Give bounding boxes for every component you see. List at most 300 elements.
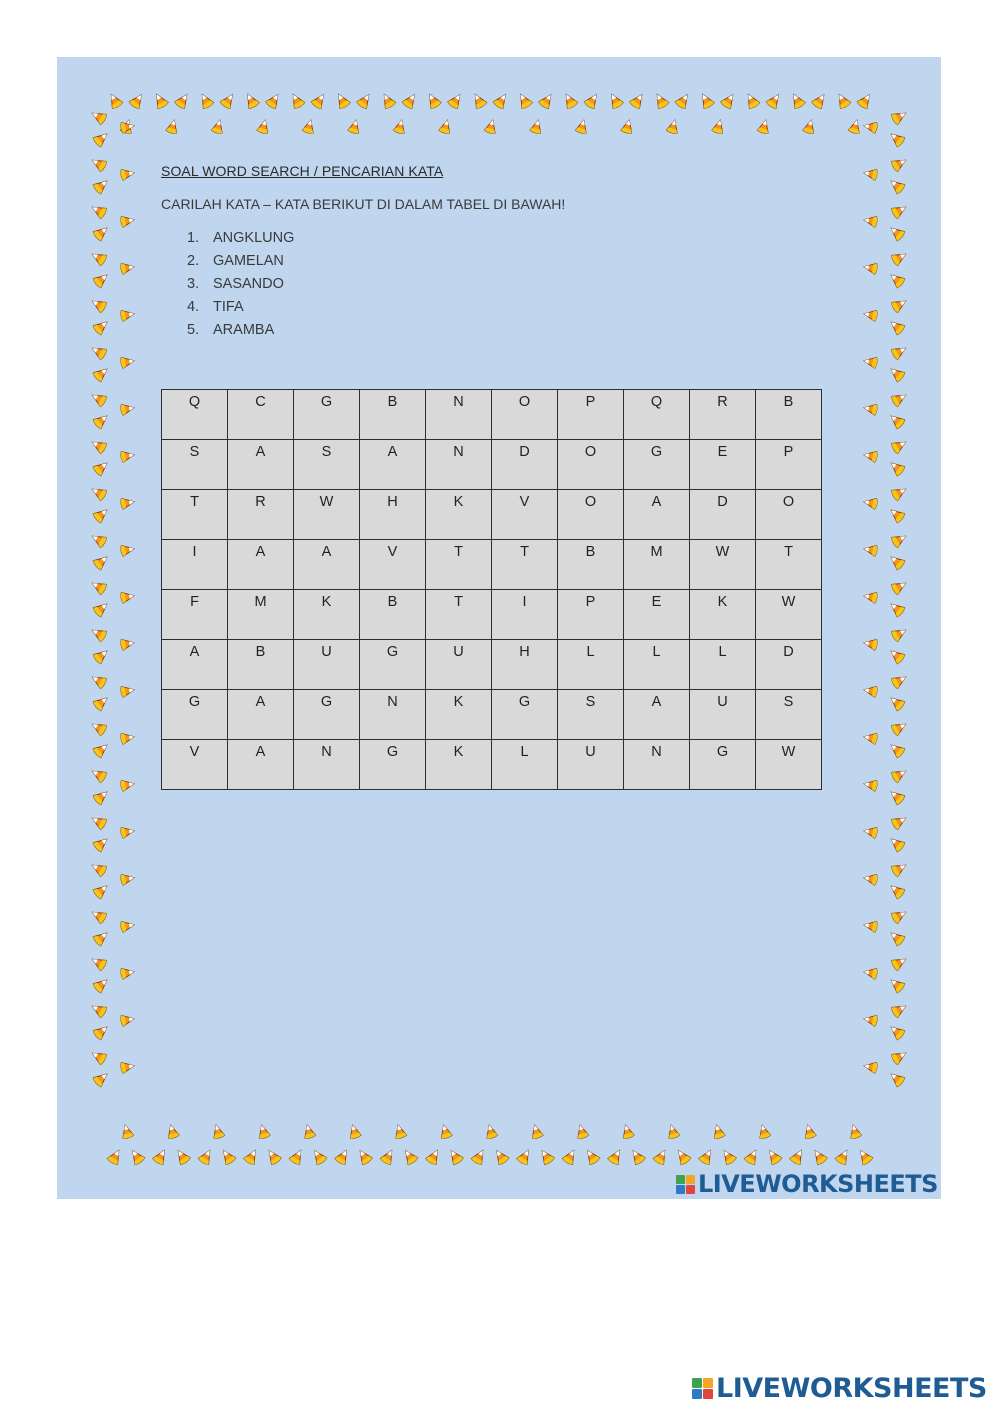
candy-corn-icon [92, 741, 110, 759]
candy-corn-icon [712, 119, 726, 135]
grid-cell: S [162, 440, 228, 490]
candy-corn-icon [120, 825, 135, 838]
word-list-item: 4. TIFA [187, 299, 244, 315]
candy-corn-icon [120, 214, 135, 227]
candy-corn-icon [173, 1147, 191, 1165]
candy-corn-icon [92, 177, 110, 195]
grid-cell: D [690, 490, 756, 540]
grid-row [162, 540, 822, 590]
candy-corn-icon [711, 1124, 725, 1140]
candy-corn-icon [562, 1147, 579, 1165]
grid-row [162, 490, 822, 540]
grid-cell: A [228, 440, 294, 490]
candy-corn-icon [492, 1147, 510, 1165]
grid-cell: L [558, 640, 624, 690]
candy-corn-icon [120, 731, 135, 744]
candy-corn-icon [856, 1147, 874, 1165]
candy-corn-icon [516, 91, 533, 109]
grid-cell: B [360, 390, 426, 440]
grid-row [162, 740, 822, 790]
candy-corn-icon [561, 91, 578, 109]
candy-corn-icon [891, 484, 909, 501]
grid-cell: C [228, 390, 294, 440]
grid-cell: W [756, 590, 822, 640]
candy-corn-icon [811, 91, 829, 109]
candy-corn-icon [863, 1060, 878, 1073]
grid-cell: Q [624, 390, 690, 440]
candy-corn-icon [666, 119, 680, 135]
candy-corn-icon [765, 91, 783, 109]
candy-corn-icon [863, 966, 878, 979]
candy-corn-icon [152, 1147, 169, 1165]
grid-cell: T [426, 590, 492, 640]
candy-corn-icon [92, 929, 110, 947]
candy-corn-icon [219, 1147, 237, 1165]
candy-corn-icon [789, 91, 806, 109]
candy-corn-icon [863, 214, 878, 227]
candy-corn-icon [891, 108, 909, 125]
candy-corn-icon [891, 719, 909, 736]
candy-corn-icon [887, 130, 905, 148]
candy-corn-icon [106, 91, 123, 109]
candy-corn-icon [835, 1147, 852, 1165]
grid-cell: R [228, 490, 294, 540]
candy-corn-icon [89, 249, 107, 266]
candy-corn-icon [863, 825, 878, 838]
candy-corn-icon [92, 647, 110, 665]
grid-cell: M [228, 590, 294, 640]
candy-corn-icon [120, 590, 135, 603]
candy-corn-icon [128, 91, 146, 109]
grid-cell: I [492, 590, 558, 640]
candy-corn-icon [789, 1147, 806, 1165]
candy-corn-icon [887, 271, 905, 289]
candy-corn-icon [288, 91, 305, 109]
worksheet-page [57, 57, 941, 1199]
candy-corn-icon [575, 119, 589, 135]
liveworksheets-footer-logo[interactable] [692, 1373, 987, 1404]
worksheet-instruction: CARILAH KATA – KATA BERIKUT DI DALAM TABEL DI BAWAH! [161, 196, 566, 212]
candy-corn-icon [891, 155, 909, 172]
candy-corn-icon [393, 1124, 407, 1140]
candy-corn-icon [89, 907, 107, 924]
candy-corn-icon [128, 1147, 146, 1165]
candy-corn-icon [89, 954, 107, 971]
candy-corn-icon [863, 778, 878, 791]
grid-cell: E [624, 590, 690, 640]
candy-corn-icon [891, 954, 909, 971]
grid-cell: D [492, 440, 558, 490]
grid-cell: L [492, 740, 558, 790]
candy-corn-icon [355, 1147, 373, 1165]
candy-corn-icon [743, 91, 760, 109]
candy-corn-icon [757, 1124, 771, 1140]
candy-corn-icon [887, 882, 905, 900]
candy-corn-icon [863, 496, 878, 509]
grid-cell: N [624, 740, 690, 790]
candy-corn-icon [803, 119, 817, 135]
candy-corn-icon [197, 91, 214, 109]
candy-corn-icon [607, 1147, 624, 1165]
candy-corn-icon [120, 308, 135, 321]
grid-cell: V [492, 490, 558, 540]
candy-corn-icon [891, 672, 909, 689]
candy-corn-icon [470, 91, 487, 109]
candy-corn-icon [92, 788, 110, 806]
candy-corn-icon [243, 91, 260, 109]
candy-corn-icon [120, 919, 135, 932]
candy-corn-icon [401, 1147, 419, 1165]
candy-corn-icon [439, 119, 453, 135]
candy-corn-icon [120, 966, 135, 979]
candy-corn-icon [891, 1001, 909, 1018]
candy-corn-icon [120, 778, 135, 791]
candy-corn-icon [347, 1124, 361, 1140]
candy-corn-icon [863, 543, 878, 556]
candy-corn-icon [92, 553, 110, 571]
grid-cell: G [624, 440, 690, 490]
candy-corn-icon [863, 261, 878, 274]
candy-corn-icon [863, 684, 878, 697]
grid-cell: T [426, 540, 492, 590]
candy-corn-icon [887, 224, 905, 242]
grid-cell: F [162, 590, 228, 640]
candy-corn-icon [887, 929, 905, 947]
candy-corn-icon [887, 1070, 905, 1088]
candy-corn-icon [120, 402, 135, 415]
candy-corn-icon [887, 647, 905, 665]
grid-cell: G [360, 640, 426, 690]
grid-cell: A [624, 690, 690, 740]
candy-corn-icon [666, 1124, 680, 1140]
candy-corn-icon [516, 1147, 533, 1165]
candy-corn-icon [89, 484, 107, 501]
candy-corn-icon [89, 813, 107, 830]
grid-cell: H [492, 640, 558, 690]
candy-corn-icon [92, 835, 110, 853]
candy-corn-icon [629, 91, 647, 109]
candy-corn-icon [310, 1147, 328, 1165]
candy-corn-icon [863, 731, 878, 744]
candy-corn-icon [92, 882, 110, 900]
candy-corn-icon [887, 694, 905, 712]
candy-corn-icon [120, 496, 135, 509]
grid-row [162, 690, 822, 740]
grid-cell: M [624, 540, 690, 590]
candy-corn-icon [891, 813, 909, 830]
candy-corn-icon [89, 343, 107, 360]
word-list-item: 2. GAMELAN [187, 253, 284, 269]
candy-corn-icon [334, 1147, 351, 1165]
grid-cell: D [756, 640, 822, 690]
grid-cell: L [690, 640, 756, 690]
grid-cell: U [690, 690, 756, 740]
candy-corn-icon [653, 1147, 670, 1165]
candy-corn-icon [89, 155, 107, 172]
grid-cell: P [558, 390, 624, 440]
candy-corn-icon [891, 578, 909, 595]
candy-corn-icon [92, 271, 110, 289]
candy-corn-icon [529, 1124, 543, 1140]
grid-cell: O [558, 440, 624, 490]
grid-cell: G [492, 690, 558, 740]
grid-cell: N [294, 740, 360, 790]
candy-corn-icon [891, 531, 909, 548]
grid-row [162, 440, 822, 490]
grid-cell: K [690, 590, 756, 640]
logo-text: LIVEWORKSHEETS [716, 1373, 987, 1404]
liveworksheets-logo [676, 1170, 938, 1198]
grid-cell: A [228, 690, 294, 740]
candy-corn-icon [887, 177, 905, 195]
grid-cell: G [294, 390, 360, 440]
grid-cell: K [426, 690, 492, 740]
candy-corn-icon [401, 91, 419, 109]
grid-cell: A [162, 640, 228, 690]
candy-corn-icon [607, 91, 624, 109]
candy-corn-icon [120, 872, 135, 885]
candy-corn-icon [89, 108, 107, 125]
word-list-item: 3. SASANDO [187, 276, 284, 292]
grid-cell: A [228, 540, 294, 590]
candy-corn-icon [334, 91, 351, 109]
candy-corn-icon [120, 684, 135, 697]
candy-corn-icon [264, 1147, 282, 1165]
candy-corn-icon [92, 412, 110, 430]
candy-corn-icon [744, 1147, 761, 1165]
grid-row [162, 390, 822, 440]
candy-corn-icon [92, 365, 110, 383]
candy-corn-icon [530, 119, 544, 135]
candy-corn-icon [256, 1124, 270, 1140]
candy-corn-icon [863, 637, 878, 650]
candy-corn-icon [863, 1013, 878, 1026]
word-list-item: 1. ANGKLUNG [187, 230, 295, 246]
candy-corn-icon [720, 91, 738, 109]
candy-corn-icon [863, 355, 878, 368]
candy-corn-icon [891, 766, 909, 783]
candy-corn-icon [887, 506, 905, 524]
candy-corn-icon [265, 91, 283, 109]
candy-corn-icon [257, 119, 271, 135]
candy-corn-icon [891, 437, 909, 454]
candy-corn-icon [863, 120, 878, 133]
candy-corn-icon [887, 459, 905, 477]
grid-cell: L [624, 640, 690, 690]
candy-corn-icon [887, 741, 905, 759]
grid-cell: S [756, 690, 822, 740]
grid-cell: S [294, 440, 360, 490]
candy-corn-icon [492, 91, 510, 109]
grid-cell: G [162, 690, 228, 740]
grid-cell: G [360, 740, 426, 790]
grid-cell: W [690, 540, 756, 590]
candy-corn-icon [243, 1147, 260, 1165]
candy-corn-icon [92, 224, 110, 242]
grid-cell: B [360, 590, 426, 640]
candy-corn-icon [152, 91, 169, 109]
grid-cell: N [426, 390, 492, 440]
candy-corn-icon [887, 553, 905, 571]
candy-corn-icon [698, 1147, 715, 1165]
candy-corn-icon [484, 1124, 498, 1140]
candy-corn-icon [538, 91, 556, 109]
candy-corn-icon [120, 543, 135, 556]
candy-corn-icon [887, 1023, 905, 1041]
candy-corn-icon [757, 119, 771, 135]
candy-corn-icon [583, 91, 601, 109]
grid-cell: N [426, 440, 492, 490]
candy-corn-icon [92, 130, 110, 148]
candy-corn-icon [89, 437, 107, 454]
logo-blocks-icon [676, 1175, 695, 1194]
word-search-grid [161, 389, 822, 790]
candy-corn-icon [289, 1147, 306, 1165]
candy-corn-icon [211, 119, 225, 135]
candy-corn-icon [92, 1023, 110, 1041]
grid-cell: A [624, 490, 690, 540]
candy-corn-icon [863, 308, 878, 321]
candy-corn-icon [425, 1147, 442, 1165]
candy-corn-icon [120, 261, 135, 274]
candy-corn-icon [120, 637, 135, 650]
candy-corn-icon [674, 91, 692, 109]
grid-cell: K [426, 740, 492, 790]
candy-corn-icon [92, 1070, 110, 1088]
grid-cell: A [360, 440, 426, 490]
candy-corn-icon [89, 578, 107, 595]
candy-corn-icon [863, 449, 878, 462]
candy-corn-icon [166, 119, 180, 135]
grid-cell: A [294, 540, 360, 590]
candy-corn-icon [447, 91, 465, 109]
grid-cell: O [756, 490, 822, 540]
candy-corn-icon [92, 694, 110, 712]
candy-corn-icon [810, 1147, 828, 1165]
grid-cell: R [690, 390, 756, 440]
logo-blocks-icon [692, 1378, 713, 1399]
candy-corn-icon [891, 343, 909, 360]
candy-corn-icon [425, 91, 442, 109]
grid-cell: W [756, 740, 822, 790]
candy-corn-icon [89, 625, 107, 642]
candy-corn-icon [765, 1147, 783, 1165]
grid-row [162, 640, 822, 690]
candy-corn-icon [863, 590, 878, 603]
candy-corn-icon [120, 1013, 135, 1026]
grid-cell: N [360, 690, 426, 740]
candy-corn-icon [834, 91, 851, 109]
candy-corn-icon [848, 1124, 862, 1140]
worksheet-content [161, 163, 841, 342]
candy-corn-icon [887, 318, 905, 336]
grid-cell: K [294, 590, 360, 640]
logo-text: LIVEWORKSHEETS [698, 1170, 938, 1198]
candy-corn-icon [310, 91, 328, 109]
candy-corn-icon [89, 766, 107, 783]
grid-cell: T [756, 540, 822, 590]
grid-cell: S [558, 690, 624, 740]
grid-cell: B [756, 390, 822, 440]
candy-corn-icon [438, 1124, 452, 1140]
grid-cell: E [690, 440, 756, 490]
candy-corn-icon [92, 600, 110, 618]
candy-corn-icon [174, 91, 192, 109]
candy-corn-icon [652, 91, 669, 109]
candy-corn-icon [891, 907, 909, 924]
grid-cell: K [426, 490, 492, 540]
candy-corn-icon [802, 1124, 816, 1140]
candy-corn-icon [621, 119, 635, 135]
candy-corn-icon [89, 719, 107, 736]
grid-cell: B [558, 540, 624, 590]
grid-cell: G [690, 740, 756, 790]
candy-corn-icon [891, 390, 909, 407]
candy-corn-icon [92, 459, 110, 477]
candy-corn-icon [165, 1124, 179, 1140]
grid-cell: O [492, 390, 558, 440]
candy-corn-icon [891, 860, 909, 877]
candy-corn-icon [891, 1048, 909, 1065]
grid-cell: B [228, 640, 294, 690]
candy-corn-icon [887, 600, 905, 618]
grid-cell: U [294, 640, 360, 690]
candy-corn-icon [302, 119, 316, 135]
candy-corn-icon [302, 1124, 316, 1140]
candy-corn-icon [863, 872, 878, 885]
grid-cell: W [294, 490, 360, 540]
candy-corn-icon [620, 1124, 634, 1140]
candy-corn-icon [89, 531, 107, 548]
grid-cell: P [558, 590, 624, 640]
candy-corn-icon [856, 91, 874, 109]
candy-corn-icon [379, 91, 396, 109]
candy-corn-icon [887, 412, 905, 430]
candy-corn-icon [393, 119, 407, 135]
candy-corn-icon [446, 1147, 464, 1165]
candy-corn-icon [891, 202, 909, 219]
candy-corn-icon [120, 1060, 135, 1073]
grid-cell: V [360, 540, 426, 590]
candy-corn-icon [92, 976, 110, 994]
candy-corn-icon [719, 1147, 737, 1165]
candy-corn-icon [484, 119, 498, 135]
candy-corn-icon [863, 919, 878, 932]
candy-corn-icon [471, 1147, 488, 1165]
candy-corn-icon [863, 402, 878, 415]
word-list [161, 227, 841, 342]
candy-corn-icon [887, 365, 905, 383]
candy-corn-icon [120, 355, 135, 368]
candy-corn-icon [863, 167, 878, 180]
grid-cell: U [558, 740, 624, 790]
candy-corn-icon [698, 91, 715, 109]
candy-corn-icon [887, 788, 905, 806]
candy-corn-icon [356, 91, 374, 109]
grid-cell: P [756, 440, 822, 490]
grid-cell: G [294, 690, 360, 740]
grid-cell: O [558, 490, 624, 540]
candy-corn-icon [198, 1147, 215, 1165]
candy-corn-icon [120, 449, 135, 462]
candy-corn-icon [120, 1124, 134, 1140]
candy-corn-icon [219, 91, 237, 109]
candy-corn-icon [891, 296, 909, 313]
candy-corn-icon [92, 318, 110, 336]
candy-corn-icon [89, 860, 107, 877]
candy-corn-icon [211, 1124, 225, 1140]
grid-cell: Q [162, 390, 228, 440]
